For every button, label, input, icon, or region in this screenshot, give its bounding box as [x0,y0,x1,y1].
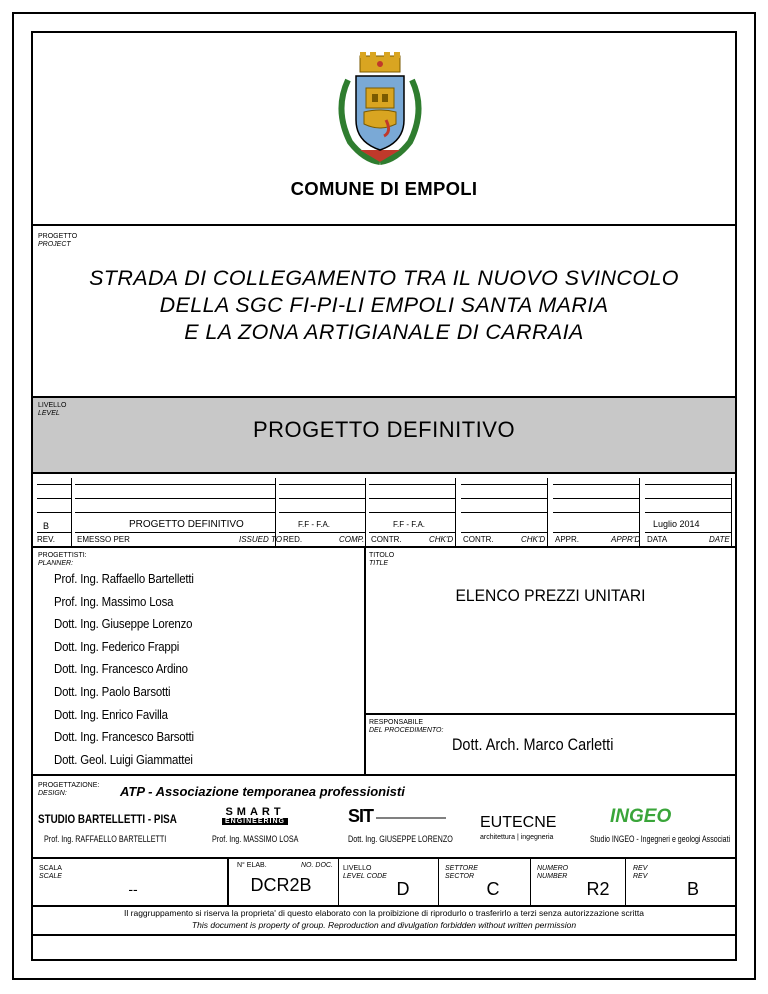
scala-value: -- [128,881,138,897]
rev-header: REV. [37,535,55,544]
divider [33,934,735,936]
comp-header: COMP. [339,535,365,544]
settore-label: SETTORE SECTOR [445,865,478,880]
red-value: F.F - F.A. [298,520,330,529]
municipality-title: COMUNE DI EMPOLI [290,178,478,199]
numero-label: NUMERO NUMBER [537,865,569,880]
project-title-line: DELLA SGC FI-PI-LI EMPOLI SANTA MARIA [159,293,609,317]
chkd2-header: CHK'D [521,535,546,544]
chkd-header: CHK'D [429,535,454,544]
ingeo-logo: INGEO [610,806,672,827]
divider [33,905,735,907]
livello-value: D [396,879,410,899]
contr2-header: CONTR. [463,535,494,544]
atp-text: ATP - Associazione temporanea professionisti [120,784,405,799]
studio-bartelletti-person: Prof. Ing. RAFFAELLO BARTELLETTI [44,834,167,844]
level-value: PROGETTO DEFINITIVO [252,417,516,442]
elab-value: DCR2B [250,875,312,895]
divider [364,713,735,715]
issued-for-header: EMESSO PER [77,535,130,544]
planner-name: Dott. Ing. Federico Frappi [54,638,180,654]
planner-label: PROGETTISTI: PLANNER: [38,552,87,567]
smart-engineering-logo: SMART ENGINEERING [222,806,288,825]
settore-value: C [486,879,500,899]
appr-header: APPR. [555,535,580,544]
planner-name: Prof. Ing. Raffaello Bartelletti [54,571,194,586]
responsible-name: Dott. Arch. Marco Carletti [452,735,614,754]
design-label: PROGETTAZIONE: DESIGN: [38,782,100,797]
project-title-line: STRADA DI COLLEGAMENTO TRA IL NUOVO SVINCOLO [89,266,679,290]
ingeo-person: Studio INGEO - Ingegneri e geologi Associati [590,834,731,844]
divider [33,224,735,226]
divider [364,546,366,774]
planner-name: Prof. Ing. Massimo Losa [54,593,174,609]
title-label: TITOLO TITLE [369,552,395,567]
sit-decor-icon [376,814,446,822]
eutecne-sub: architettura | ingegneria [480,834,554,841]
rev-value-code: B [686,879,699,899]
codes-row [33,859,735,905]
planner-name: Dott. Ing. Enrico Favilla [54,706,168,722]
responsible-label: RESPONSABILE DEL PROCEDIMENTO: [369,719,444,734]
livello-label: LIVELLO LEVEL CODE [343,865,387,880]
divider [33,774,735,776]
project-label: PROGETTO PROJECT [38,233,78,248]
issued-to-header: ISSUED TO [239,535,282,544]
planner-name: Dott. Ing. Francesco Ardino [54,661,188,677]
planner-name: Dott. Geol. Luigi Giammattei [54,751,193,767]
planner-name: Dott. Ing. Giuseppe Lorenzo [54,616,193,632]
issued-for-value: PROGETTO DEFINITIVO [129,519,244,530]
planner-name: Dott. Ing. Francesco Barsotti [54,729,194,745]
smart-person: Prof. Ing. MASSIMO LOSA [212,834,299,844]
project-title [33,265,735,346]
revision-table [33,474,735,546]
document-title: ELENCO PREZZI UNITARI [455,586,646,605]
rev-label: REV REV [633,865,648,880]
contr-header: CONTR. [371,535,402,544]
contr-value: F.F - F.A. [393,520,425,529]
numero-value: R2 [586,879,610,899]
footer-it: Il raggruppamento si riserva la proprieta' di questo elaborato con la proibizione di riprodurlo o trasferirlo a terzi senza autorizzazione scritta [124,908,644,918]
scala-label: SCALA SCALE [39,865,62,880]
apprd-header: APPR'D [611,535,641,544]
planner-name: Dott. Ing. Paolo Barsotti [54,683,171,699]
rev-value: B [43,521,50,531]
doc-label: NO. DOC. [301,862,333,869]
studio-bartelletti-logo: STUDIO BARTELLETTI - PISA [38,812,177,826]
data-header: DATA [647,535,668,544]
footer-en: This document is property of group. Reproduction and divulgation forbidden without written permission [191,920,577,930]
sit-person: Dott. Ing. GIUSEPPE LORENZO [348,834,453,844]
sit-logo: SIT [348,806,374,826]
elab-label: N° ELAB. [237,862,267,869]
date-value: Luglio 2014 [653,519,700,529]
planner-list [54,568,354,771]
divider [33,546,735,548]
level-label: LIVELLO LEVEL [38,402,67,417]
coat-of-arms-icon [330,50,430,170]
date-header: DATE [709,535,730,544]
eutecne-logo: EUTECNE [480,814,557,831]
red-header: RED. [283,535,303,544]
project-title-line: E LA ZONA ARTIGIANALE DI CARRAIA [184,320,584,344]
